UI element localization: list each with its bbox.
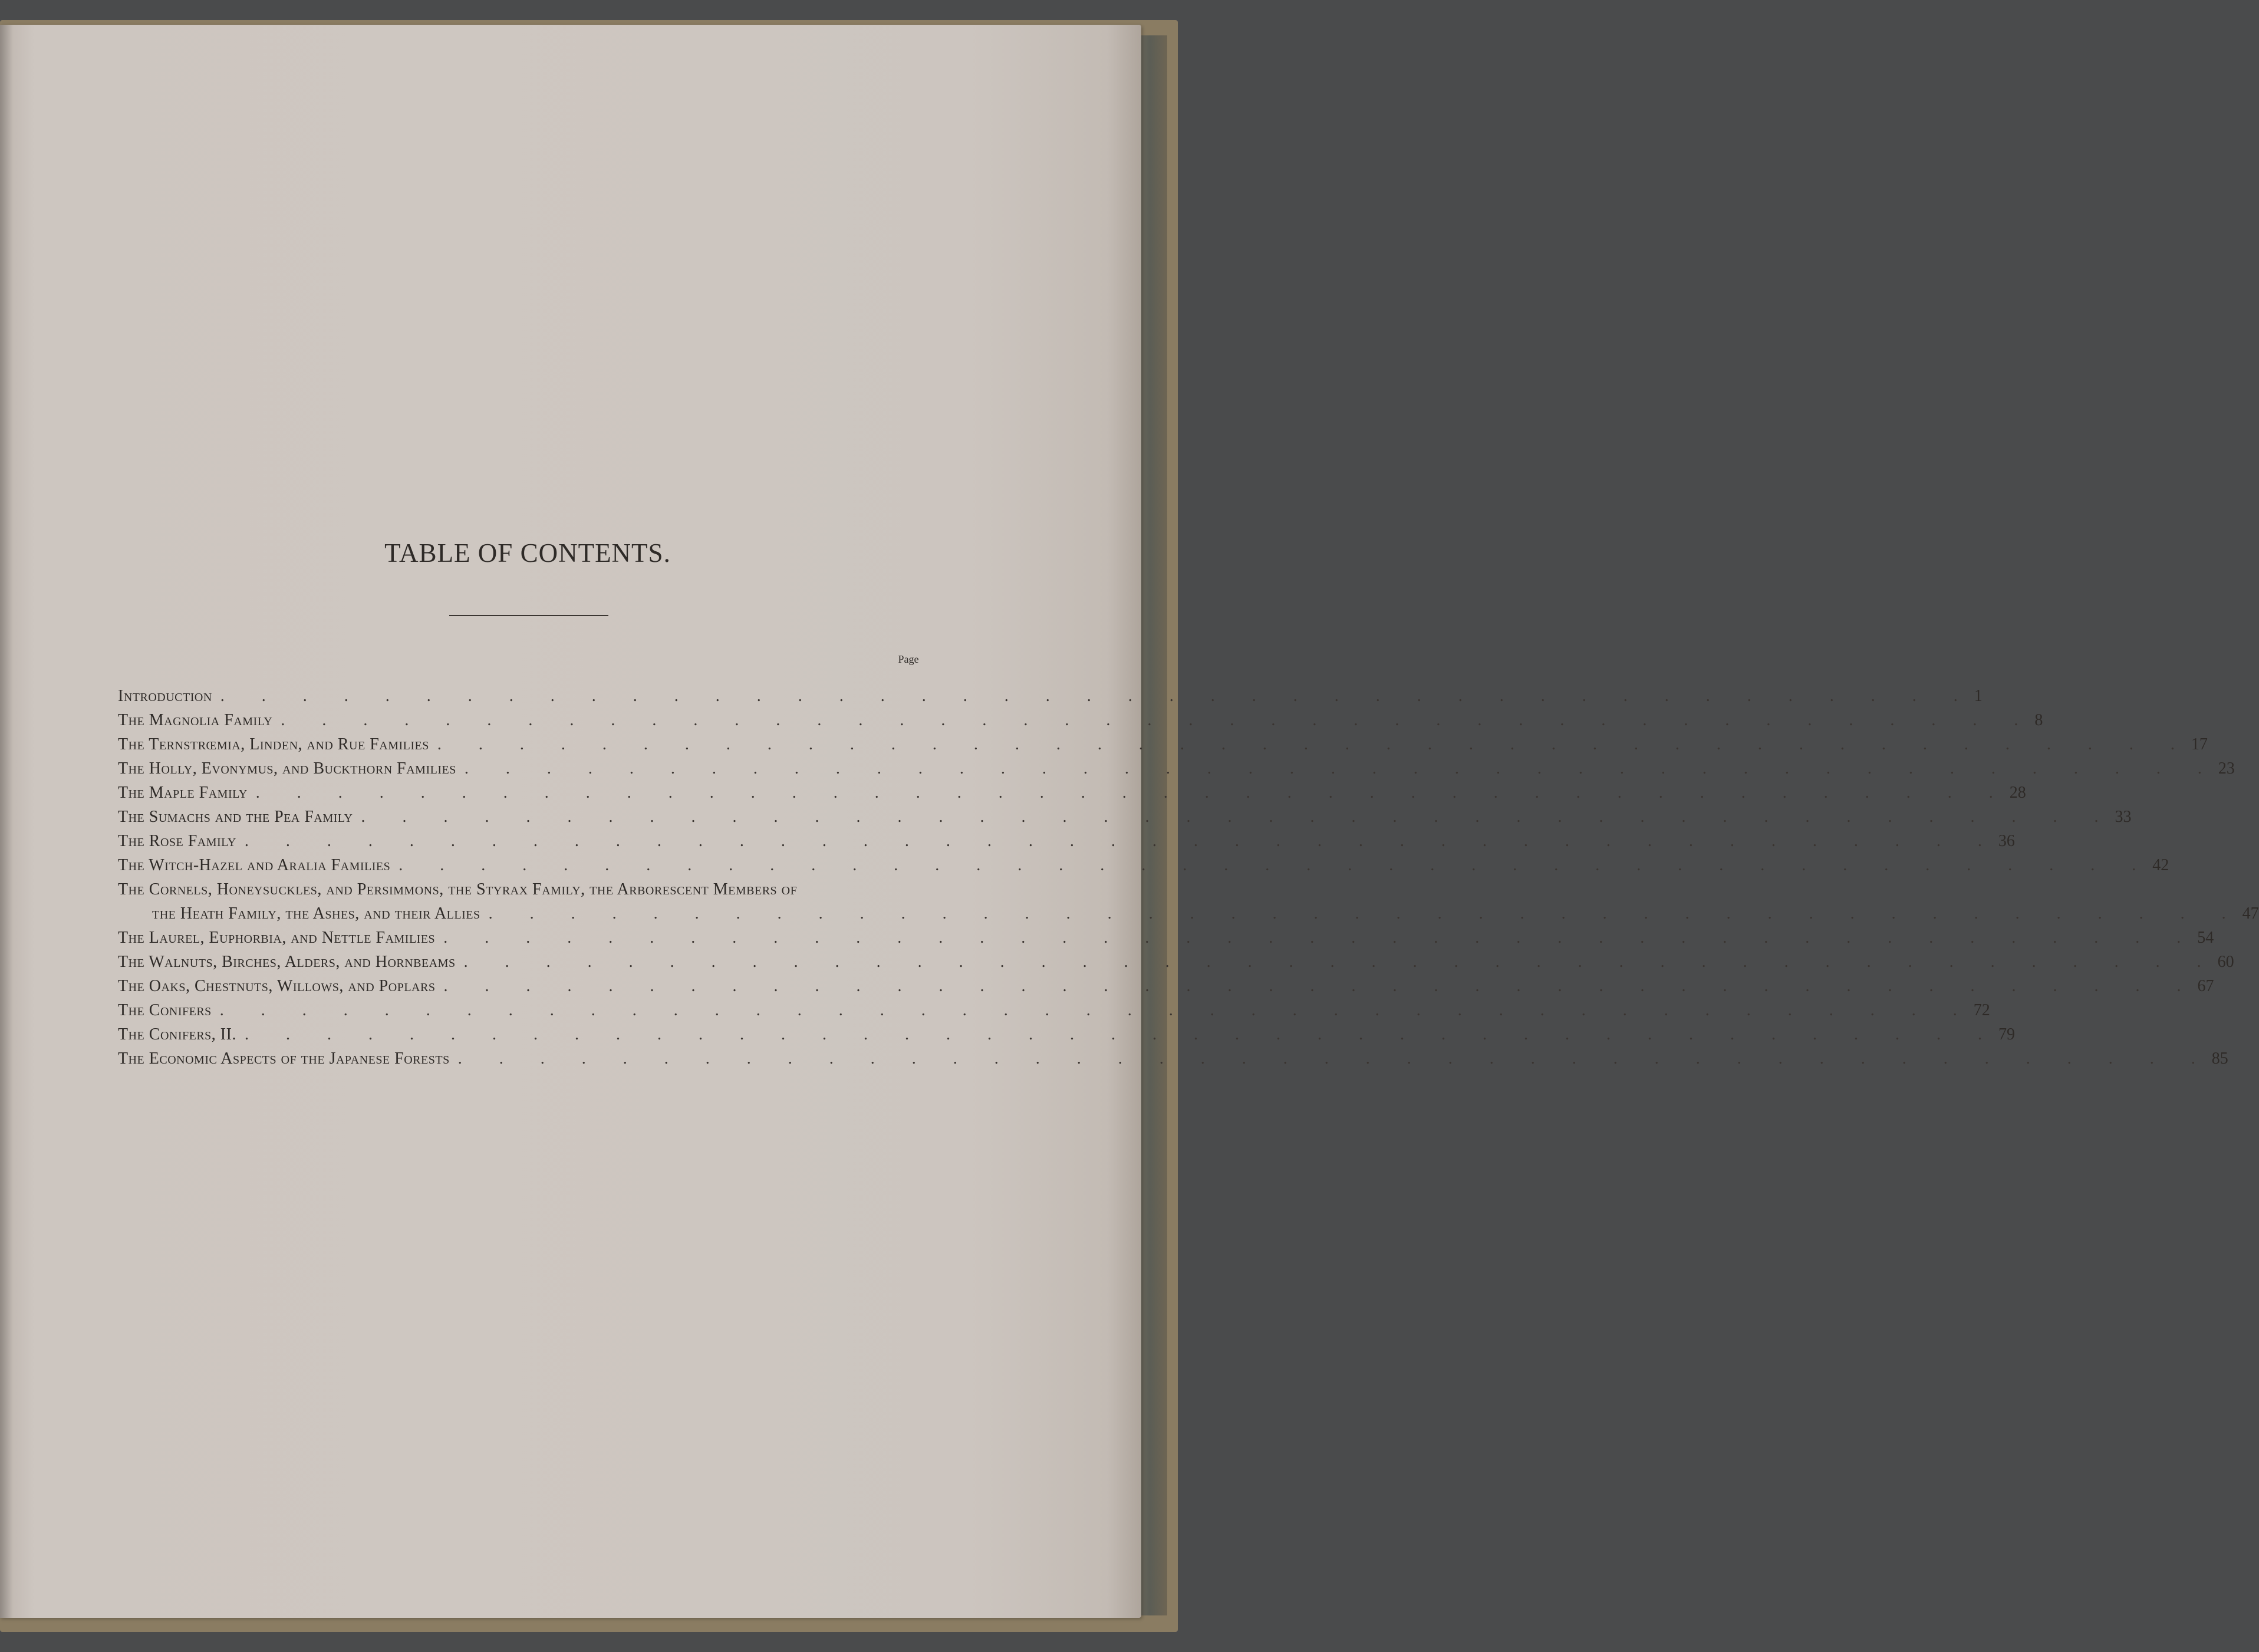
toc-entry[interactable]: [118, 974, 2214, 998]
toc-entry-page: 47: [2242, 904, 2259, 923]
toc-entry-page: 72: [1973, 1001, 1990, 1019]
toc-entry-label-line2: the Heath Family, the Ashes, and their Allies: [152, 904, 480, 923]
toc-entry[interactable]: [118, 829, 2015, 853]
toc-entry[interactable]: [118, 732, 2208, 756]
book-page: [0, 25, 2259, 1618]
toc-entry-page: 42: [2152, 856, 2169, 874]
toc-entry-page: 28: [2009, 784, 2026, 802]
toc-entry-label: The Rose Family: [118, 832, 236, 850]
toc-entry-line2: [118, 901, 2259, 926]
toc-entry-page: 33: [2115, 808, 2132, 826]
toc-entry[interactable]: [118, 1047, 2228, 1071]
toc-entry-multiline[interactable]: [118, 877, 2259, 926]
toc-entry-label: The Laurel, Euphorbia, and Nettle Families: [118, 929, 436, 947]
toc-entry[interactable]: [118, 684, 1983, 708]
page-title: TABLE OF CONTENTS.: [384, 538, 671, 568]
toc-entry[interactable]: [118, 926, 2214, 950]
dot-leader: . . . . . . . . . . . . . . . . . . . . . . . . . . . . . . . . . . . . . . . . . . .: [443, 977, 2198, 995]
title-rule: [449, 615, 608, 616]
toc-entry-label: The Witch-Hazel and Aralia Families: [118, 856, 391, 874]
toc-entry-label: Introduction: [118, 687, 212, 705]
dot-leader: . . . . . . . . . . . . . . . . . . . . . . . . . . . . . . . . . . . . . . . . . . .: [488, 904, 2242, 923]
toc-entry-label: The Walnuts, Birches, Alders, and Hornbeams: [118, 953, 456, 971]
dot-leader: . . . . . . . . . . . . . . . . . . . . . . . . . . . . . . . . . . . . . . . . . . .: [443, 929, 2198, 947]
toc-entry-page: 67: [2197, 977, 2214, 995]
toc-entry-page: 79: [1998, 1025, 2015, 1044]
toc-entry-page: 60: [2217, 953, 2234, 971]
dot-leader: . . . . . . . . . . . . . . . . . . . . . . . . . . . . . . . . . . . . . . . . . . .: [463, 953, 2218, 971]
dot-leader: . . . . . . . . . . . . . . . . . . . . . . . . . . . . . . . . . . . . . . . . . . .: [219, 1001, 1974, 1019]
dot-leader: . . . . . . . . . . . . . . . . . . . . . . . . . . . . . . . . . . . . . . . . . . .: [464, 759, 2218, 778]
toc-entry-label: The Maple Family: [118, 784, 248, 802]
table-of-contents: [118, 684, 2259, 1071]
toc-entry-label: The Conifers, II.: [118, 1025, 236, 1044]
toc-entry-page: 17: [2191, 735, 2208, 753]
toc-entry-label: The Holly, Evonymus, and Buckthorn Families: [118, 759, 456, 778]
toc-entry-label: The Magnolia Family: [118, 711, 273, 729]
toc-entry-label: The Sumachs and the Pea Family: [118, 808, 353, 826]
toc-entry-page: 23: [2218, 759, 2235, 778]
toc-entry[interactable]: [118, 998, 1990, 1022]
toc-entry-label: The Oaks, Chestnuts, Willows, and Poplars: [118, 977, 436, 995]
dot-leader: . . . . . . . . . . . . . . . . . . . . . . . . . . . . . . . . . . . . . . . . . . .: [220, 687, 1974, 705]
toc-entry-label: The Conifers: [118, 1001, 212, 1019]
toc-entry[interactable]: [118, 950, 2234, 974]
dot-leader: . . . . . . . . . . . . . . . . . . . . . . . . . . . . . . . . . . . . . . . . . . .: [457, 1049, 2212, 1068]
page-column-label: Page: [898, 653, 919, 665]
dot-leader: . . . . . . . . . . . . . . . . . . . . . . . . . . . . . . . . . . . . . . . . . . .: [399, 856, 2153, 874]
toc-entry[interactable]: [118, 805, 2132, 829]
dot-leader: . . . . . . . . . . . . . . . . . . . . . . . . . . . . . . . . . . . . . . . . . . .: [437, 735, 2191, 753]
toc-entry[interactable]: [118, 708, 2043, 732]
toc-entry-label-line1: The Cornels, Honeysuckles, and Persimmons, the Styrax Family, the Arborescent Members of: [118, 880, 798, 899]
toc-entry-label: The Economic Aspects of the Japanese Forests: [118, 1049, 450, 1068]
toc-entry-page: 36: [1998, 832, 2015, 850]
toc-entry-label: The Ternstrœmia, Linden, and Rue Families: [118, 735, 429, 753]
toc-entry[interactable]: [118, 781, 2026, 805]
toc-entry-page: 85: [2211, 1049, 2228, 1068]
dot-leader: . . . . . . . . . . . . . . . . . . . . . . . . . . . . . . . . . . . . . . . . . . .: [244, 1025, 1998, 1044]
toc-entry[interactable]: [118, 1022, 2015, 1047]
toc-entry-page: 8: [2034, 711, 2043, 729]
gutter-shadow: [0, 25, 13, 1618]
dot-leader: . . . . . . . . . . . . . . . . . . . . . . . . . . . . . . . . . . . . . . . . . . .: [361, 808, 2115, 826]
toc-entry-page: 54: [2197, 929, 2214, 947]
toc-entry[interactable]: [118, 756, 2235, 781]
toc-entry[interactable]: [118, 853, 2169, 877]
dot-leader: . . . . . . . . . . . . . . . . . . . . . . . . . . . . . . . . . . . . . . . . . . .: [281, 711, 2035, 729]
toc-entry-page: 1: [1974, 687, 1983, 705]
dot-leader: . . . . . . . . . . . . . . . . . . . . . . . . . . . . . . . . . . . . . . . . . . .: [244, 832, 1998, 850]
dot-leader: . . . . . . . . . . . . . . . . . . . . . . . . . . . . . . . . . . . . . . . . . . .: [255, 784, 2010, 802]
